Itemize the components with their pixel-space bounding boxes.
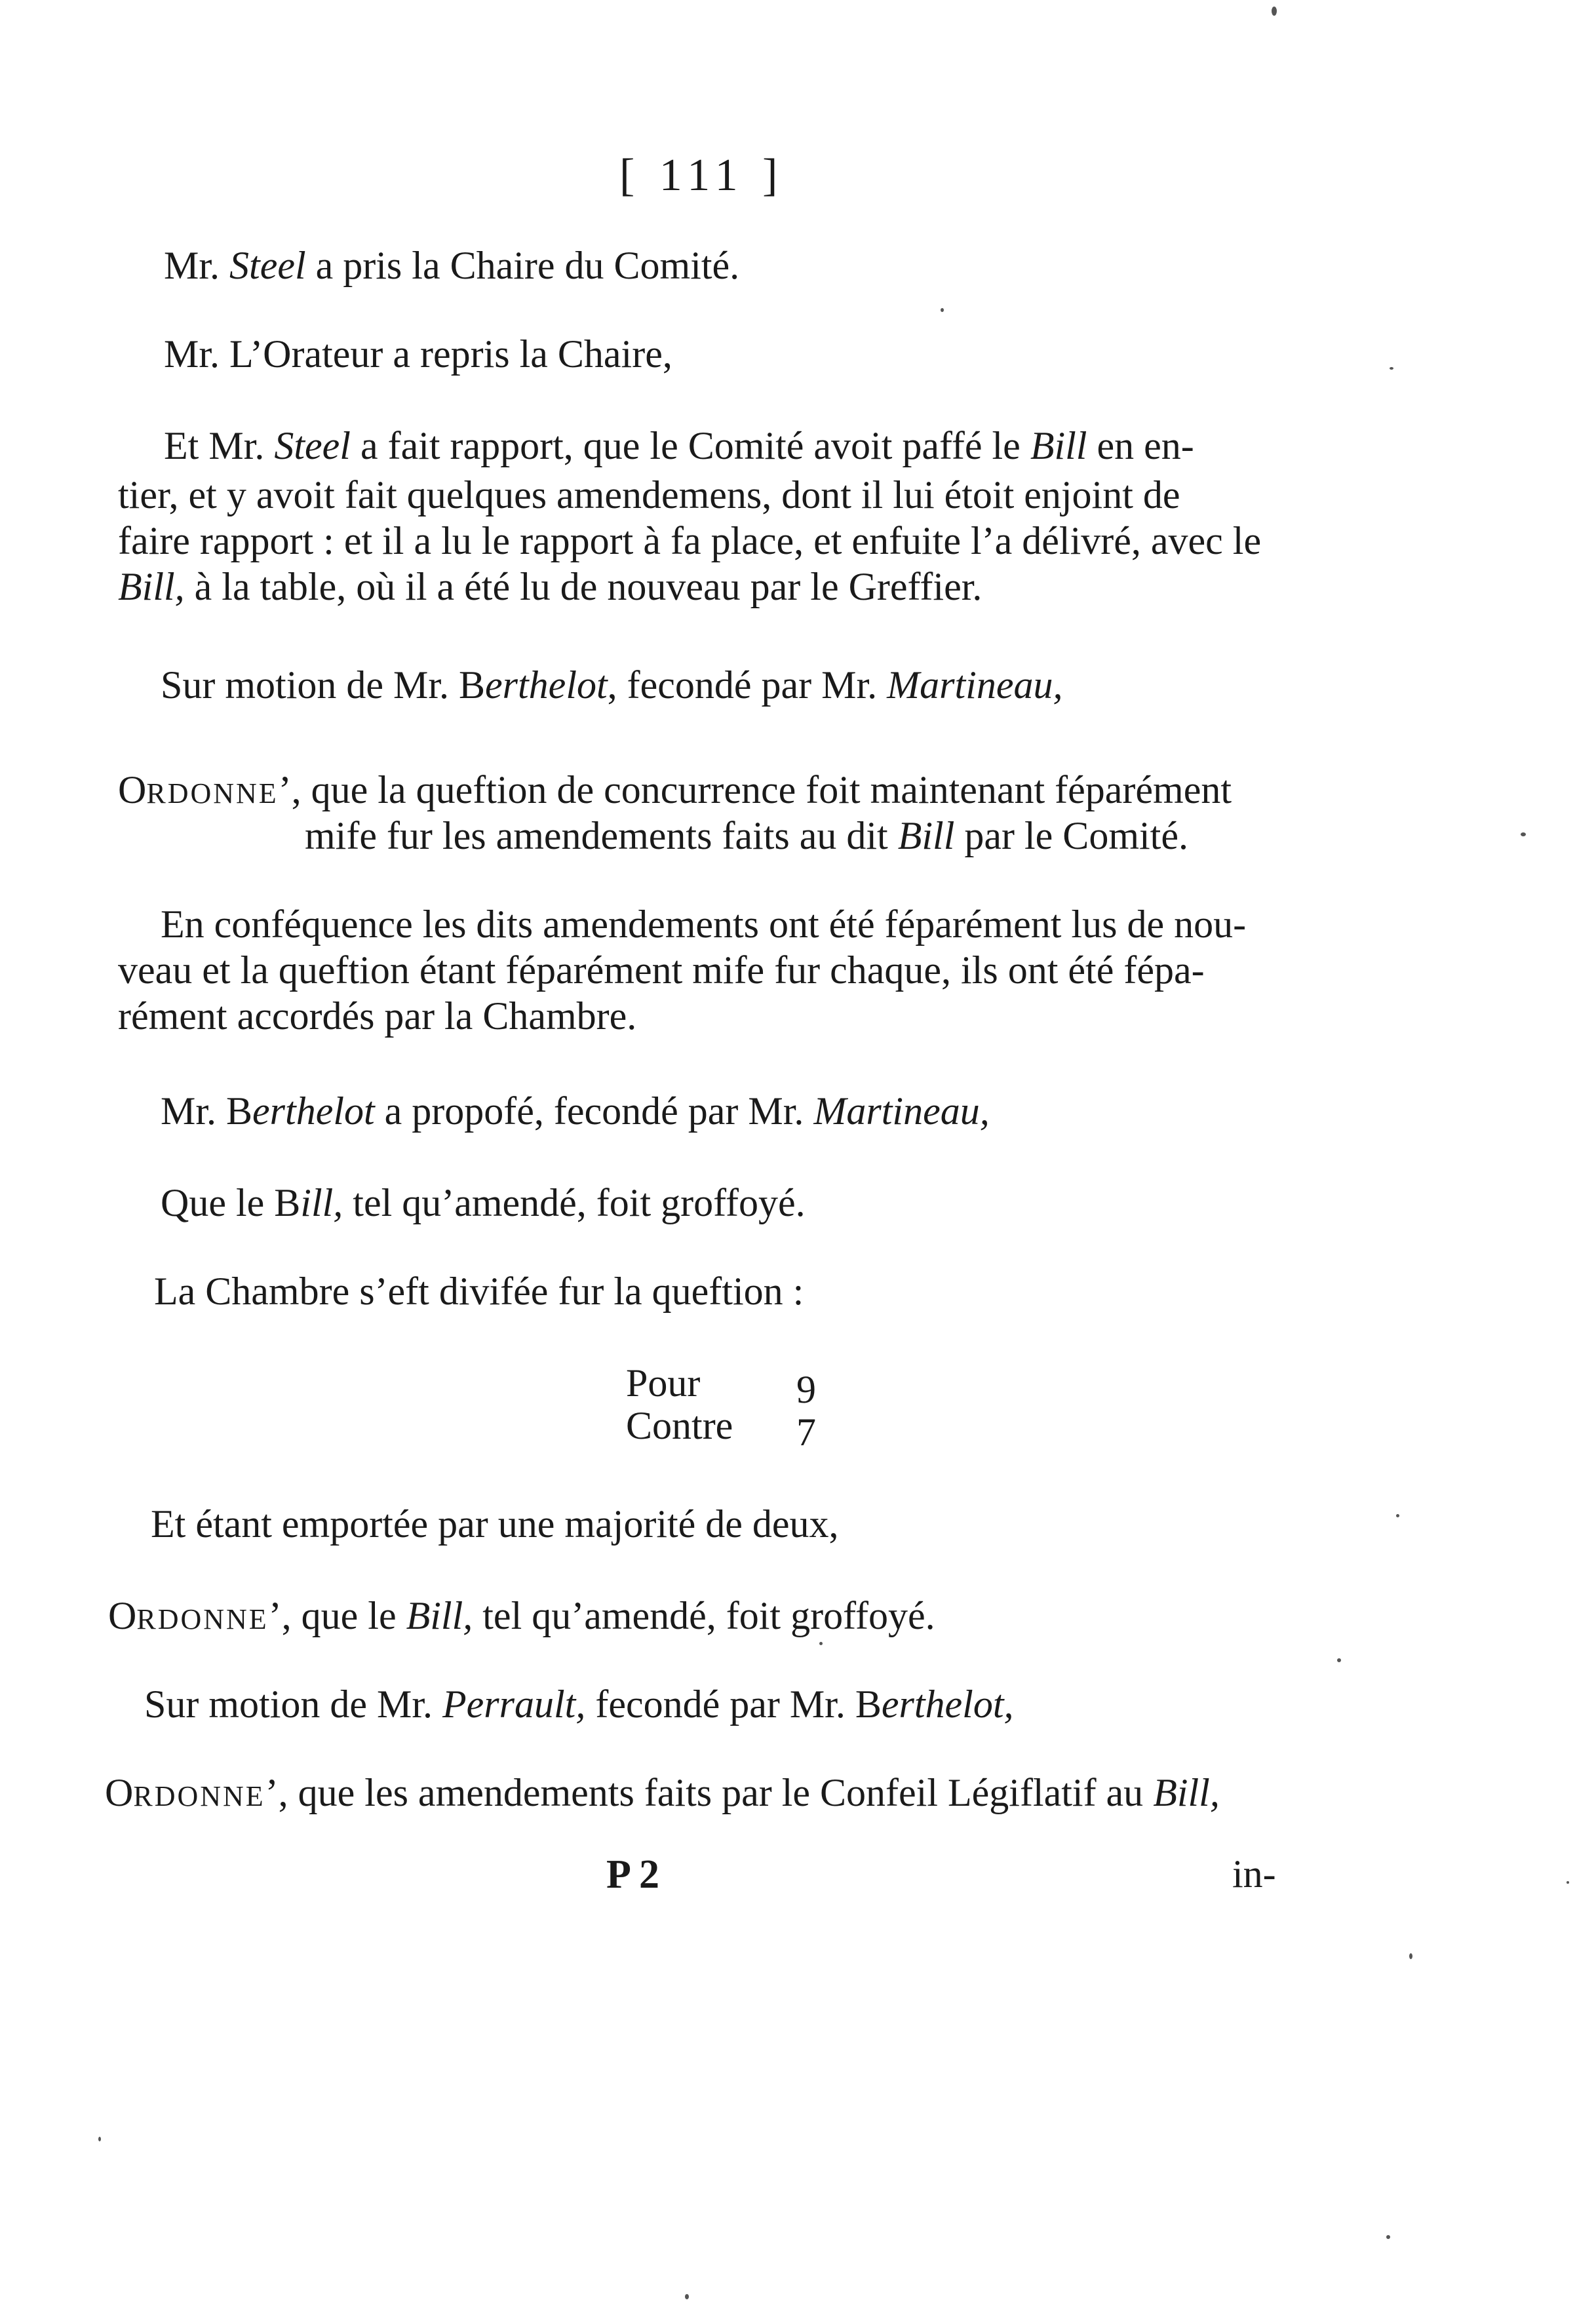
paper-speck [1396, 1514, 1399, 1517]
text-fragment: en en- [1087, 424, 1194, 467]
name-italic: Martineau, [887, 663, 1063, 707]
text-fragment: fecondé par Mr. B [585, 1683, 882, 1726]
paper-speck [1409, 1953, 1412, 1959]
text-fragment: a pris la Chaire du Comité. [305, 244, 740, 287]
paper-speck [1390, 367, 1393, 370]
signature-mark: P 2 [606, 1852, 659, 1897]
text-fragment: ’, que la queftion de concurrence foit maintenant féparément [278, 768, 1232, 811]
line-ordonne-concurrence-2 [305, 816, 1188, 855]
line-report-1 [164, 426, 1194, 465]
smallcaps-rest: RDONNE [146, 777, 279, 809]
paper-speck [1567, 1881, 1569, 1884]
line-ordonne-groffoye [108, 1596, 935, 1635]
text-fragment: Sur motion de Mr. B [161, 663, 486, 707]
line-consequence-3: rément accordés par la Chambre. [118, 994, 637, 1038]
paper-speck [98, 2137, 101, 2141]
bill-italic: Bill, [118, 565, 185, 608]
smallcaps-initial: O [118, 768, 147, 811]
bill-italic: ill, [300, 1181, 343, 1224]
vote-contre-label: Contre [626, 1404, 733, 1447]
text-fragment: Sur motion de Mr. [144, 1683, 443, 1726]
paper-speck [685, 2294, 689, 2299]
line-ordonne-concurrence [118, 770, 1232, 809]
line-speaker-chair: Mr. L’Orateur a repris la Chaire, [164, 332, 672, 376]
line-motion-perrault [144, 1684, 1014, 1724]
text-fragment: Mr. [164, 244, 230, 287]
name-italic: Martineau, [813, 1089, 990, 1133]
line-report-4 [118, 567, 982, 606]
line-consequence-2: veau et la queftion étant féparément mife fur chaque, ils ont été fépa- [118, 948, 1205, 992]
vote-pour-value: 9 [796, 1368, 816, 1411]
bill-italic: Bill [897, 814, 955, 857]
paper-speck [819, 1642, 823, 1645]
paper-speck [1337, 1658, 1341, 1662]
catchword: in- [1232, 1852, 1276, 1896]
paper-speck [1272, 7, 1277, 16]
text-fragment: tel qu’amendé, foit groffoyé. [343, 1181, 806, 1224]
line-motion-berthelot [161, 665, 1062, 705]
text-fragment: a fait rapport, que le Comité avoit paffé le [350, 424, 1030, 467]
name-italic: erthelot, [881, 1683, 1014, 1726]
smallcaps-rest: RDONNE [133, 1780, 265, 1812]
paper-speck [1521, 832, 1526, 836]
text-fragment: a propofé, fecondé par Mr. [374, 1089, 814, 1133]
text-fragment: à la table, où il a été lu de nouveau par le Greffier. [184, 565, 983, 608]
text-fragment: ’, que le [268, 1594, 406, 1637]
text-fragment: tel qu’amendé, foit groffoyé. [473, 1594, 935, 1637]
text-fragment: , fecondé par Mr. [607, 663, 887, 707]
paper-speck [941, 308, 944, 312]
smallcaps-initial: O [108, 1594, 137, 1637]
line-ordonne-conseil [105, 1773, 1220, 1812]
smallcaps-initial: O [105, 1771, 134, 1814]
name-italic: Perrault, [442, 1683, 586, 1726]
bill-italic: Bill, [1153, 1771, 1220, 1814]
name-italic: Steel [229, 244, 306, 287]
text-fragment: Et Mr. [164, 424, 275, 467]
line-report-3: faire rapport : et il a lu le rapport à fa place, et enfuite l’a délivré, avec le [118, 519, 1262, 562]
line-majorite: Et étant emportée par une majorité de deux, [151, 1502, 839, 1546]
page-number-header: [ 111 ] [619, 150, 785, 201]
name-italic: erthelot [252, 1089, 375, 1133]
line-que-le-bill [161, 1183, 806, 1222]
line-committee-chair [164, 246, 739, 285]
vote-contre-value: 7 [796, 1411, 816, 1454]
smallcaps-rest: RDONNE [136, 1603, 269, 1635]
line-report-2: tier, et y avoit fait quelques amendemens, dont il lui étoit enjoint de [118, 473, 1180, 516]
text-fragment: Que le B [161, 1181, 301, 1224]
bill-italic: Bill, [406, 1594, 473, 1637]
line-division: La Chambre s’eft divifée fur la queftion : [154, 1270, 804, 1313]
paper-speck [1386, 2235, 1390, 2239]
bill-italic: Bill [1030, 424, 1087, 467]
text-fragment: Mr. B [161, 1089, 253, 1133]
line-consequence-1: En conféquence les dits amendements ont été féparément lus de nou- [161, 903, 1247, 946]
name-italic: erthelot [485, 663, 608, 707]
vote-pour-label: Pour [626, 1361, 701, 1405]
text-fragment: par le Comité. [954, 814, 1188, 857]
text-fragment: mife fur les amendements faits au dit [305, 814, 898, 857]
line-berthelot-propose [161, 1091, 990, 1131]
text-fragment: ’, que les amendements faits par le Confeil Légiflatif au [265, 1771, 1154, 1814]
name-italic: Steel [274, 424, 351, 467]
